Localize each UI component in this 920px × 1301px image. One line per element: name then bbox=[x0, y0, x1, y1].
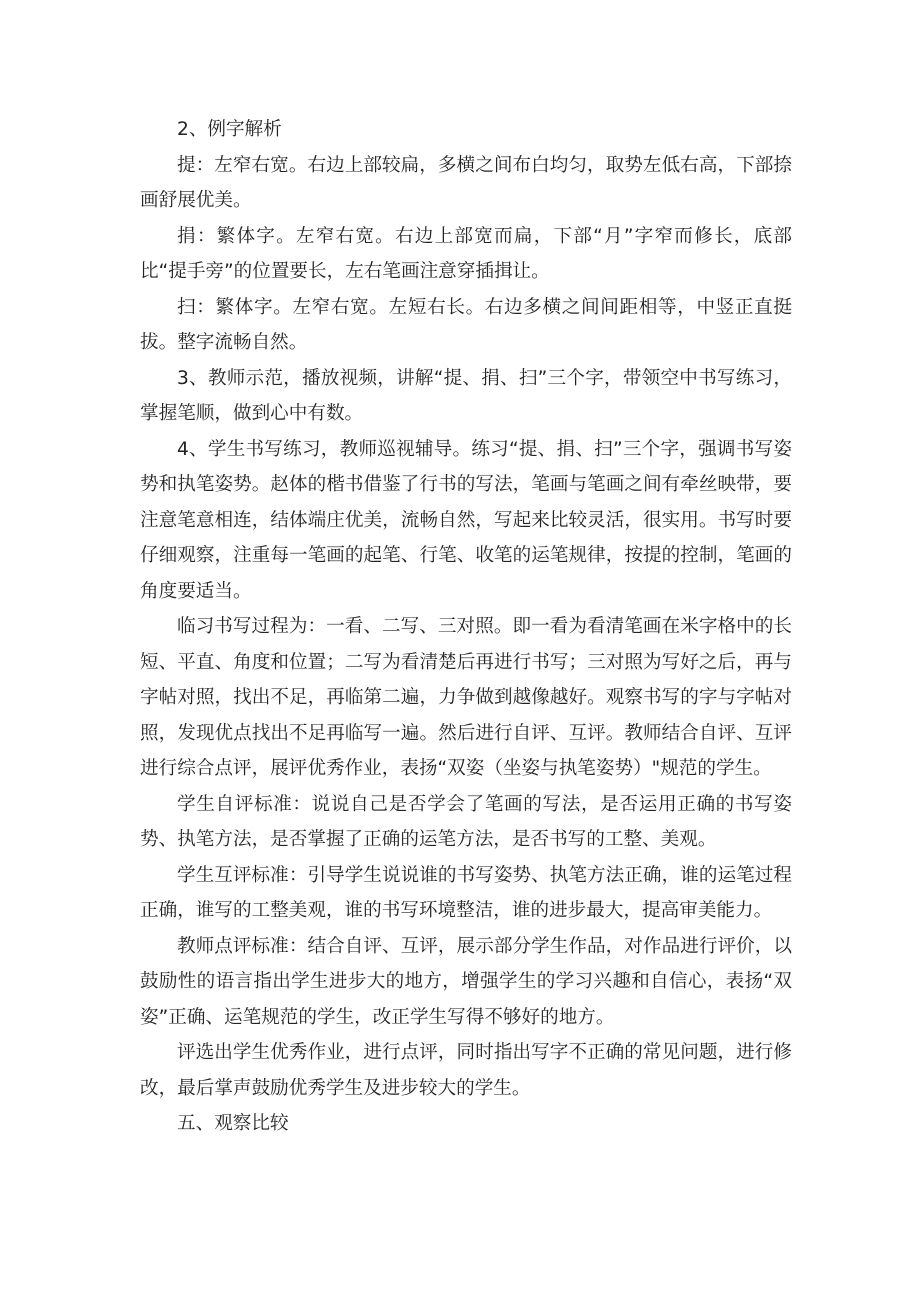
paragraph-teacher-evaluation: 教师点评标准：结合自评、互评，展示部分学生作品，对作品进行评价，以鼓励性的语言指出学生进步大的地方，增强学生的学习兴趣和自信心，表扬“双姿”正确、运笔规范的学生，改正学生写得不够好的地方。 bbox=[140, 935, 792, 1028]
paragraph-copying-process: 临习书写过程为：一看、二写、三对照。即一看为看清笔画在米字格中的长短、平直、角度和位置；二写为看清楚后再进行书写；三对照为写好之后，再与字帖对照，找出不足，再临第二遍，力争做到越像越好。观察书写的字与字帖对照，发现优点找出不足再临写一遍。然后进行自评、互评。教师结合自评、互评进行综合点评，展评优秀作业，表扬“双姿（坐姿与执笔姿势）"规范的学生。 bbox=[140, 616, 792, 779]
paragraph-juan: 捐：繁体字。左窄右宽。右边上部宽而扁，下部“月”字窄而修长，底部比“提手旁”的位置要长，左右笔画注意穿插揖让。 bbox=[140, 225, 792, 282]
paragraph-teacher-demo: 3、教师示范，播放视频，讲解“提、捐、扫”三个字，带领空中书写练习，掌握笔顺，做到心中有数。 bbox=[140, 367, 792, 424]
paragraph-self-evaluation: 学生自评标准：说说自己是否学会了笔画的写法，是否运用正确的书写姿势、执笔方法，是否掌握了正确的运笔方法，是否书写的工整、美观。 bbox=[140, 793, 792, 850]
section-heading-example-analysis: 2、例字解析 bbox=[177, 119, 282, 140]
document-body bbox=[140, 112, 792, 1142]
section-heading-observe-compare: 五、观察比较 bbox=[177, 1113, 289, 1134]
paragraph-ti: 提：左窄右宽。右边上部较扁，多横之间布白均匀，取势左低右高，下部捺画舒展优美。 bbox=[140, 154, 792, 211]
paragraph-sao: 扫：繁体字。左窄右宽。左短右长。右边多横之间间距相等，中竖正直挺拔。整字流畅自然。 bbox=[140, 296, 792, 353]
paragraph-peer-evaluation: 学生互评标准：引导学生说说谁的书写姿势、执笔方法正确，谁的运笔过程正确，谁写的工整美观，谁的书写环境整洁，谁的进步最大，提高审美能力。 bbox=[140, 864, 792, 921]
paragraph-student-practice: 4、学生书写练习，教师巡视辅导。练习“提、捐、扫”三个字，强调书写姿势和执笔姿势。赵体的楷书借鉴了行书的写法，笔画与笔画之间有牵丝映带，要注意笔意相连，结体端庄优美，流畅自然，写起来比较灵活，很实用。书写时要仔细观察，注重每一笔画的起笔、行笔、收笔的运笔规律，按提的控制，笔画的角度要适当。 bbox=[140, 438, 792, 602]
paragraph-selection: 评选出学生优秀作业，进行点评，同时指出写字不正确的常见问题，进行修改，最后掌声鼓励优秀学生及进步较大的学生。 bbox=[140, 1042, 792, 1099]
